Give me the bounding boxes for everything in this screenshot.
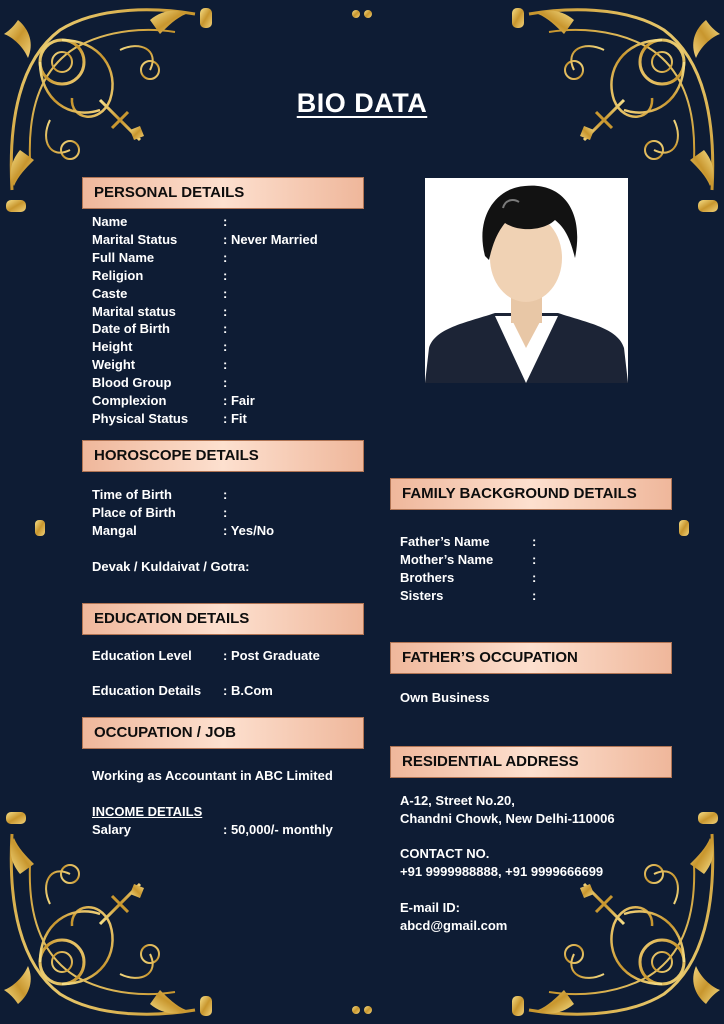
row-label: Date of Birth — [92, 321, 170, 337]
row-label: Brothers — [400, 569, 455, 585]
row-label: Name — [92, 214, 128, 229]
row-label: Religion — [92, 267, 144, 283]
row-label: Father’s Name — [400, 534, 490, 549]
row-label: Weight — [92, 357, 136, 373]
father-occupation-header: FATHER’S OCCUPATION — [390, 642, 672, 674]
row-value: : — [532, 551, 537, 567]
row-label: Marital Status — [92, 231, 178, 247]
row-label: Education Details — [92, 683, 202, 698]
row-label: Place of Birth — [92, 504, 176, 520]
row-value: : Never Married — [223, 231, 318, 247]
row-value: : — [223, 339, 228, 355]
person-avatar-icon — [425, 178, 628, 383]
row-value: : — [223, 375, 228, 391]
row-value: : — [532, 569, 537, 585]
education-details-header: EDUCATION DETAILS — [82, 603, 364, 635]
personal-details-header: PERSONAL DETAILS — [82, 177, 364, 209]
page-title: BIO DATA — [296, 88, 428, 118]
row-value: : Fair — [223, 393, 255, 408]
occupation-text: Working as Accountant in ABC Limited — [92, 768, 333, 783]
row-value: : Post Graduate — [223, 648, 320, 663]
family-background-header: FAMILY BACKGROUND DETAILS — [390, 478, 672, 510]
row-label: Caste — [92, 285, 128, 301]
row-label: Mangal — [92, 522, 137, 538]
row-value: : — [223, 267, 228, 283]
contact-label: CONTACT NO. — [400, 846, 490, 861]
row-value: : Yes/No — [223, 522, 275, 538]
salary-label: Salary — [92, 822, 132, 837]
row-label: Time of Birth — [92, 487, 172, 502]
row-value: : Fit — [223, 410, 247, 426]
row-value: : — [223, 504, 228, 520]
address-line-1: A-12, Street No.20, — [400, 793, 515, 808]
row-label: Mother’s Name — [400, 551, 494, 567]
gotra-label: Devak / Kuldaivat / Gotra: — [92, 559, 250, 574]
email-label: E-mail ID: — [400, 900, 460, 915]
row-value: : — [223, 357, 228, 373]
row-label: Sisters — [400, 587, 444, 603]
address-line-2: Chandni Chowk, New Delhi-110006 — [400, 811, 615, 826]
row-label: Complexion — [92, 393, 167, 408]
row-value: : — [223, 214, 228, 229]
row-value: : — [532, 587, 537, 603]
row-value: : — [223, 303, 228, 319]
email-value: abcd@gmail.com — [400, 918, 508, 933]
row-label: Education Level — [92, 648, 192, 663]
row-value: : — [223, 487, 228, 502]
income-details-heading: INCOME DETAILS — [92, 804, 203, 819]
row-value: : — [532, 534, 537, 549]
row-value: : — [223, 285, 228, 301]
row-label: Physical Status — [92, 410, 189, 426]
horoscope-details-header: HOROSCOPE DETAILS — [82, 440, 364, 472]
contact-value: +91 9999988888, +91 9999666699 — [400, 864, 604, 879]
row-value: : B.Com — [223, 683, 273, 698]
row-label: Height — [92, 339, 133, 355]
salary-value: : 50,000/- monthly — [223, 822, 333, 837]
row-label: Blood Group — [92, 375, 172, 391]
father-occupation-text: Own Business — [400, 690, 490, 705]
row-label: Full Name — [92, 249, 155, 265]
row-label: Marital status — [92, 303, 176, 319]
residential-address-header: RESIDENTIAL ADDRESS — [390, 746, 672, 778]
row-value: : — [223, 249, 228, 265]
occupation-header: OCCUPATION / JOB — [82, 717, 364, 749]
profile-photo — [425, 178, 628, 383]
row-value: : — [223, 321, 228, 337]
